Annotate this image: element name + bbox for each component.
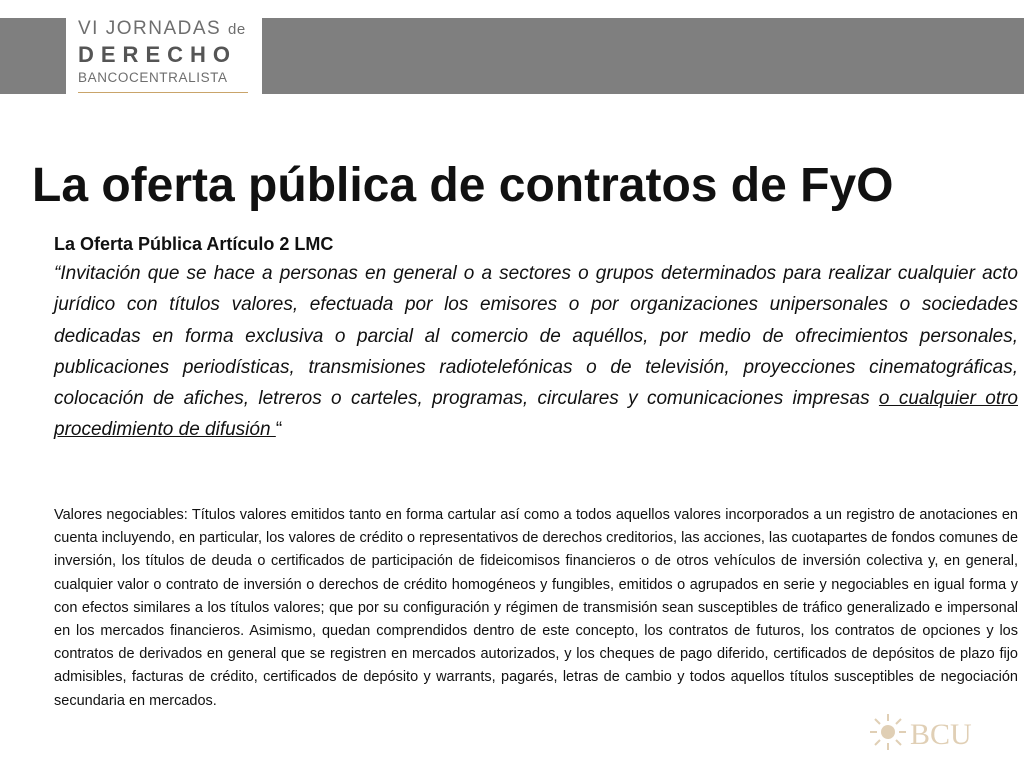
definition-quote xyxy=(54,258,1018,446)
logo-underline xyxy=(78,92,248,93)
quote-close-mark: “ xyxy=(275,419,283,441)
bcu-watermark xyxy=(866,712,996,752)
logo-line1 xyxy=(78,18,246,40)
watermark-text: BCU xyxy=(910,718,972,751)
logo-line3: BANCOCENTRALISTA xyxy=(78,70,228,85)
securities-definition: Valores negociables: Títulos valores emitidos tanto en forma cartular así como a todos aquellos valores incorporados a un registro de anotaciones en cuenta incluyendo, en particular, los valores de crédito o representativos de derechos creditorios, las acciones, las cuotapartes de fondos comunes de inversión, los títulos de deuda o certificados de participación de fideicomisos financieros o de otros vehículos de inversión colectiva y, en general, cualquier valor o contrato de inversión o derechos de crédito homogéneos y fungibles, emitidos o agrupados en serie y negociables en igual forma y con efectos similares a los títulos valores; que por su configuración y régimen de transmisión sean susceptibles de tráfico generalizado e impersonal en los mercados financieros. Asimismo, quedan comprendidos dentro de este concepto, los contratos de futuros, los contratos de opciones y los contratos de derivados en general que se registren en mercados autorizados, y los cheques de pago diferido, certificados de depósitos de plazo fijo admisibles, facturas de crédito, certificados de depósito y warrants, pagarés, letras de cambio y todos aquellos títulos susceptibles de negociación secundaria en mercados. xyxy=(54,507,1019,709)
quote-underlined-text: o cualquier otro procedimiento de difusión xyxy=(54,388,1018,441)
section-heading: La Oferta Pública Artículo 2 LMC xyxy=(54,234,334,254)
slide-title: La oferta pública de contratos de FyO xyxy=(32,159,894,212)
logo-line1-main: VI JORNADAS xyxy=(78,18,222,39)
quote-text: “Invitación que se hace a personas en general o a sectores o grupos determinados para realizar cualquier acto jurídico con títulos valores, efectuada por los emisores o por organizaciones unipersonales o sociedades dedicadas en forma exclusiva o parcial al comercio de aquéllos, por medio de ofrecimientos personales, publicaciones periodísticas, transmisiones radiotelefónicas o de televisión, proyecciones cinematográficas, colocación de afiches, letreros o carteles, programas, circulares y comunicaciones impresas xyxy=(54,263,1018,410)
logo-line1-de: de xyxy=(227,21,246,38)
logo-line2: DERECHO xyxy=(78,42,238,67)
sun-emblem-icon xyxy=(866,712,996,752)
event-logo xyxy=(66,12,262,100)
